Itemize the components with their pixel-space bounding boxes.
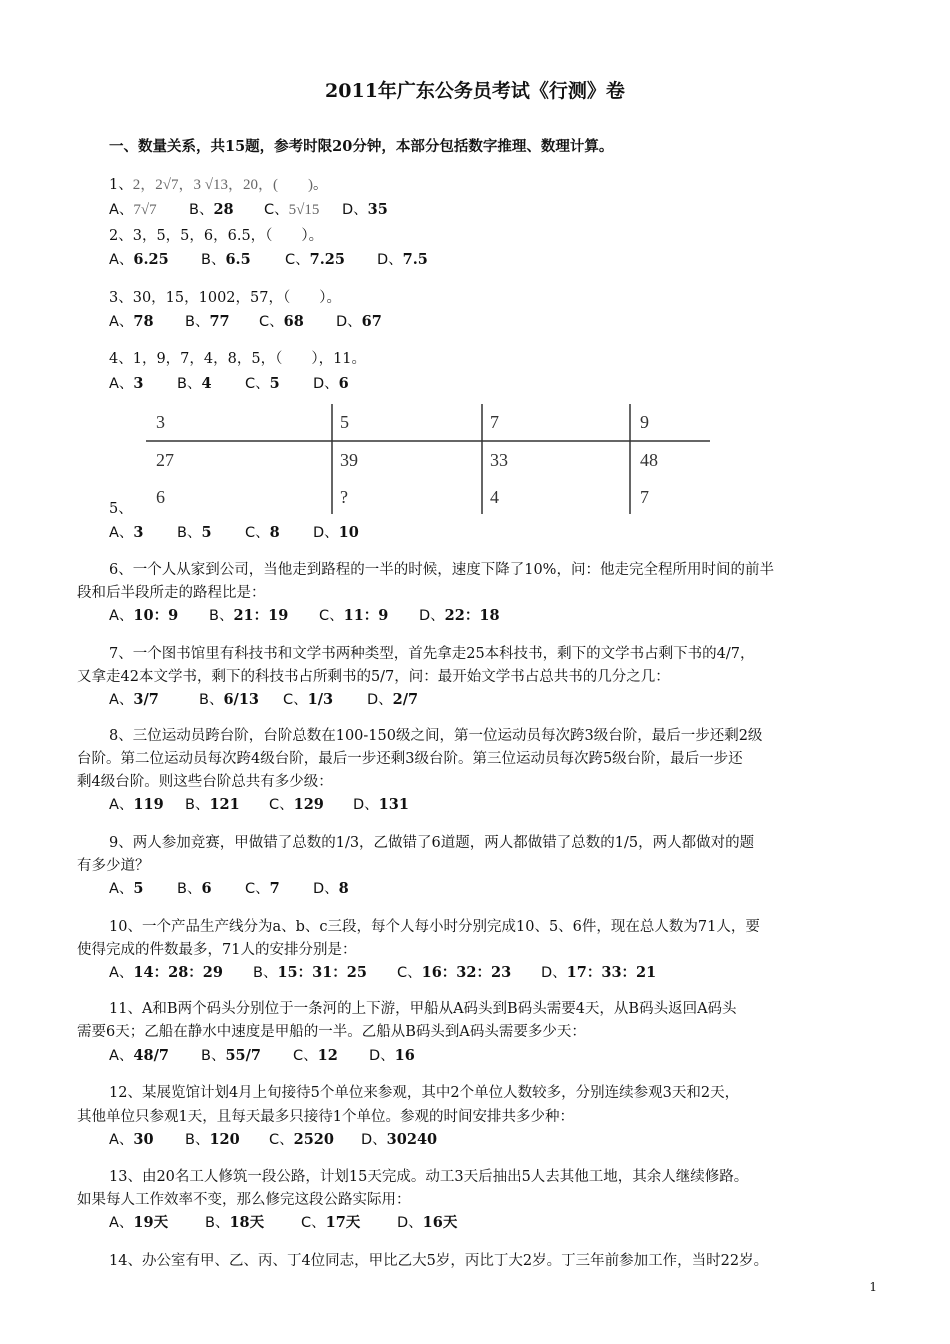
question-7-options [109, 688, 418, 709]
grid-cell: 33 [490, 450, 508, 470]
option-a [109, 372, 177, 393]
option-value: 17天 [325, 1214, 361, 1231]
option-c [245, 372, 313, 393]
option-letter: A、 [109, 692, 134, 708]
option-d [313, 877, 349, 898]
option-value: 131 [378, 796, 409, 813]
option-letter: B、 [201, 1048, 226, 1064]
option-value: 15：31：25 [277, 964, 367, 981]
option-value: 77 [209, 313, 230, 330]
option-letter: A、 [109, 1215, 134, 1231]
option-letter: A、 [109, 252, 134, 268]
option-value: 17：33：21 [566, 964, 657, 981]
option-d [313, 521, 359, 542]
option-b [185, 1128, 269, 1149]
option-value: 16天 [422, 1214, 458, 1231]
option-a [109, 1128, 185, 1149]
question-8-line-3: 剩4级台阶。则这些台阶总共有多少级： [77, 774, 333, 790]
option-a [109, 1211, 205, 1232]
option-c [245, 877, 313, 898]
question-4: 4、1，9，7，4，8，5，（ ），11。 [109, 351, 367, 367]
option-letter: D、 [313, 881, 339, 897]
grid-cell: 39 [340, 450, 358, 470]
option-letter: C、 [259, 314, 284, 330]
question-6-line-2: 段和后半段所走的路程比是： [77, 585, 266, 601]
option-letter: A、 [109, 1132, 134, 1148]
option-letter: B、 [209, 608, 234, 624]
option-value: 3 [133, 375, 144, 392]
question-13-line-1: 13、由20名工人修筑一段公路，计划15天完成。动工3天后抽出5人去其他工地，其余人继续修路。 [109, 1169, 749, 1185]
option-letter: A、 [109, 525, 134, 541]
option-letter: D、 [419, 608, 445, 624]
question-13-options [109, 1211, 457, 1232]
question-13-line-2: 如果每人工作效率不变，那么修完这段公路实际用： [77, 1192, 411, 1208]
grid-cell: 9 [640, 412, 649, 432]
option-letter: B、 [253, 965, 278, 981]
option-letter: A、 [109, 797, 134, 813]
option-letter: B、 [199, 692, 224, 708]
option-letter: D、 [377, 252, 403, 268]
option-letter: C、 [285, 252, 310, 268]
question-1 [109, 173, 327, 194]
option-value: 10 [338, 524, 359, 541]
option-value: 21：19 [233, 607, 289, 624]
question-14-line-1: 14、办公室有甲、乙、丙、丁4位同志，甲比乙大5岁，丙比丁大2岁。丁三年前参加工作，当时22岁。 [109, 1253, 769, 1269]
grid-cell: 3 [156, 412, 165, 432]
question-7-line-1: 7、一个图书馆里有科技书和文学书两种类型，首先拿走25本科技书，剩下的文学书占剩下书的4/7， [109, 646, 755, 662]
option-c [269, 1128, 361, 1149]
option-letter: D、 [342, 202, 368, 218]
option-b [253, 961, 397, 982]
question-10-options [109, 961, 656, 982]
question-8-line-2: 台阶。第二位运动员每次跨4级台阶，最后一步还剩3级台阶。第三位运动员每次跨5级台阶，最后一步还 [77, 751, 743, 767]
option-a [109, 604, 209, 625]
option-letter: A、 [109, 965, 134, 981]
option-b [201, 248, 285, 269]
option-a [109, 1044, 201, 1065]
page-number: 1 [869, 1280, 877, 1294]
option-value: 16：32：23 [421, 964, 512, 981]
option-value: 22：18 [444, 607, 500, 624]
option-a [109, 310, 185, 331]
grid-cell: 7 [640, 487, 649, 507]
option-value: 14：28：29 [133, 964, 223, 981]
option-d [541, 961, 656, 982]
question-8-options [109, 793, 409, 814]
option-a [109, 961, 253, 982]
option-letter: B、 [201, 252, 226, 268]
option-d [419, 604, 500, 625]
option-c [264, 198, 342, 219]
option-c [245, 521, 313, 542]
option-letter: C、 [269, 1132, 294, 1148]
option-value: 4 [201, 375, 212, 392]
option-letter: A、 [109, 376, 134, 392]
question-tail: 。 [312, 177, 328, 193]
grid-cell: 7 [490, 412, 499, 432]
option-d [353, 793, 409, 814]
option-letter: D、 [367, 692, 393, 708]
option-letter: C、 [283, 692, 308, 708]
option-letter: A、 [109, 1048, 134, 1064]
option-value: 6.25 [133, 251, 169, 268]
option-c [319, 604, 419, 625]
option-letter: D、 [353, 797, 379, 813]
question-4-options [109, 372, 349, 393]
option-b [205, 1211, 301, 1232]
option-value: 12 [317, 1047, 338, 1064]
option-value: 48/7 [133, 1047, 169, 1064]
option-value: 16 [394, 1047, 415, 1064]
option-value: 8 [338, 880, 349, 897]
option-a [109, 793, 185, 814]
option-value: 129 [293, 796, 324, 813]
option-a [109, 248, 201, 269]
option-letter: D、 [397, 1215, 423, 1231]
option-b [209, 604, 319, 625]
question-12-line-2: 其他单位只参观1天，且每天最多只接待1个单位。参观的时间安排共多少种： [77, 1109, 574, 1125]
option-d [342, 198, 388, 219]
option-c [293, 1044, 369, 1065]
option-c [397, 961, 541, 982]
option-value: 7√7 [133, 202, 157, 218]
option-letter: D、 [361, 1132, 387, 1148]
option-b [177, 877, 245, 898]
question-9-line-1: 9、两人参加竞赛，甲做错了总数的1/3，乙做错了6道题，两人都做错了总数的1/5，两人都做对的题 [109, 835, 755, 851]
question-5-options [109, 521, 359, 542]
option-value: 2/7 [392, 691, 419, 708]
option-letter: B、 [177, 376, 202, 392]
question-number: 1、 [109, 177, 133, 193]
option-value: 3 [133, 524, 144, 541]
option-value: 2520 [293, 1131, 334, 1148]
question-12-line-1: 12、某展览馆计划4月上旬接待5个单位来参观，其中2个单位人数较多，分别连续参观3天和2天， [109, 1085, 740, 1101]
question-6-options [109, 604, 500, 625]
question-3-options [109, 310, 382, 331]
option-value: 5 [269, 375, 280, 392]
option-value: 18天 [229, 1214, 265, 1231]
option-letter: B、 [205, 1215, 230, 1231]
option-b [185, 793, 269, 814]
question-6-line-1: 6、一个人从家到公司，当他走到路程的一半的时候，速度下降了10%，问：他走完全程所用时间的前半 [109, 562, 774, 578]
option-letter: C、 [245, 525, 270, 541]
option-c [259, 310, 336, 331]
option-b [185, 310, 259, 331]
option-letter: C、 [245, 376, 270, 392]
option-value: 121 [209, 796, 240, 813]
option-value: 7.25 [309, 251, 345, 268]
option-value: 67 [361, 313, 382, 330]
option-value: 78 [133, 313, 154, 330]
option-c [283, 688, 367, 709]
option-d [313, 372, 349, 393]
option-letter: C、 [397, 965, 422, 981]
option-letter: C、 [301, 1215, 326, 1231]
page-title: 2011年广东公务员考试《行测》卷 [325, 80, 625, 102]
option-value: 10：9 [133, 607, 179, 624]
option-letter: A、 [109, 314, 134, 330]
question-11-options [109, 1044, 415, 1065]
option-value: 30240 [386, 1131, 438, 1148]
option-d [397, 1211, 457, 1232]
option-value: 6.5 [225, 251, 251, 268]
grid-cell: 5 [340, 412, 349, 432]
option-value: 119 [133, 796, 164, 813]
option-b [189, 198, 264, 219]
option-value: 7.5 [402, 251, 428, 268]
option-value: 30 [133, 1131, 154, 1148]
option-c [301, 1211, 397, 1232]
option-a [109, 877, 177, 898]
grid-cell: ? [340, 487, 348, 507]
option-value: 7 [269, 880, 280, 897]
option-value: 120 [209, 1131, 240, 1148]
option-d [361, 1128, 437, 1149]
option-a [109, 688, 199, 709]
option-letter: C、 [269, 797, 294, 813]
question-12-options [109, 1128, 437, 1149]
option-letter: D、 [541, 965, 567, 981]
question-8-line-1: 8、三位运动员跨台阶，台阶总数在100-150级之间，第一位运动员每次跨3级台阶，最后一步还剩2级 [109, 728, 763, 744]
question-1-options [109, 198, 388, 219]
option-a [109, 198, 189, 219]
option-letter: A、 [109, 608, 134, 624]
question-3: 3、30，15，1002，57，（ ）。 [109, 290, 341, 306]
option-value: 5√15 [288, 202, 320, 218]
option-value: 6/13 [223, 691, 260, 708]
question-10-line-2: 使得完成的件数最多，71人的安排分别是： [77, 942, 357, 958]
number-grid [146, 404, 712, 516]
option-value: 35 [367, 201, 388, 218]
option-letter: A、 [109, 881, 134, 897]
option-letter: C、 [319, 608, 344, 624]
option-b [177, 521, 245, 542]
question-7-line-2: 又拿走42本文学书，剩下的科技书占所剩书的5/7，问：最开始文学书占总共书的几分之几： [77, 669, 670, 685]
option-value: 3/7 [133, 691, 159, 708]
option-letter: D、 [313, 376, 339, 392]
option-c [269, 793, 353, 814]
question-5: 5、 [109, 501, 133, 517]
option-letter: D、 [369, 1048, 395, 1064]
option-letter: B、 [177, 525, 202, 541]
question-11-line-1: 11、A和B两个码头分别位于一条河的上下游，甲船从A码头到B码头需要4天，从B码头返回A码头 [109, 1001, 737, 1017]
option-letter: B、 [185, 314, 210, 330]
grid-cell: 6 [156, 487, 165, 507]
question-2: 2、3，5，5，6，6.5，（ ）。 [109, 228, 324, 244]
option-d [367, 688, 418, 709]
option-value: 68 [283, 313, 304, 330]
option-value: 8 [269, 524, 280, 541]
option-letter: D、 [336, 314, 362, 330]
question-2-options [109, 248, 428, 269]
option-b [201, 1044, 293, 1065]
option-value: 19天 [133, 1214, 169, 1231]
option-letter: C、 [245, 881, 270, 897]
option-value: 1/3 [307, 691, 334, 708]
option-value: 11：9 [343, 607, 389, 624]
option-letter: A、 [109, 202, 134, 218]
option-value: 5 [201, 524, 212, 541]
option-value: 5 [133, 880, 144, 897]
option-letter: B、 [177, 881, 202, 897]
option-letter: B、 [185, 797, 210, 813]
option-value: 55/7 [225, 1047, 262, 1064]
section-heading: 一、数量关系，共15题，参考时限20分钟，本部分包括数字推理、数理计算。 [109, 138, 614, 155]
option-d [369, 1044, 415, 1065]
question-9-line-2: 有多少道？ [77, 858, 150, 874]
option-letter: B、 [189, 202, 214, 218]
question-9-options [109, 877, 349, 898]
question-10-line-1: 10、一个产品生产线分为a、b、c三段，每个人每小时分别完成10、5、6件，现在总人数为71人，要 [109, 919, 760, 935]
option-letter: C、 [264, 202, 289, 218]
option-letter: D、 [313, 525, 339, 541]
option-letter: C、 [293, 1048, 318, 1064]
option-d [377, 248, 428, 269]
option-a [109, 521, 177, 542]
grid-cell: 27 [156, 450, 174, 470]
option-b [199, 688, 283, 709]
option-c [285, 248, 377, 269]
option-b [177, 372, 245, 393]
option-value: 28 [213, 201, 234, 218]
option-value: 6 [201, 880, 212, 897]
option-letter: B、 [185, 1132, 210, 1148]
option-value: 6 [338, 375, 349, 392]
option-d [336, 310, 382, 331]
grid-cell: 4 [490, 487, 499, 507]
grid-cell: 48 [640, 450, 658, 470]
sequence-image-text: 2，2√7，3 √13，20，( ) [132, 177, 313, 193]
question-11-line-2: 需要6天；乙船在静水中速度是甲船的一半。乙船从B码头到A码头需要多少天： [77, 1024, 586, 1040]
